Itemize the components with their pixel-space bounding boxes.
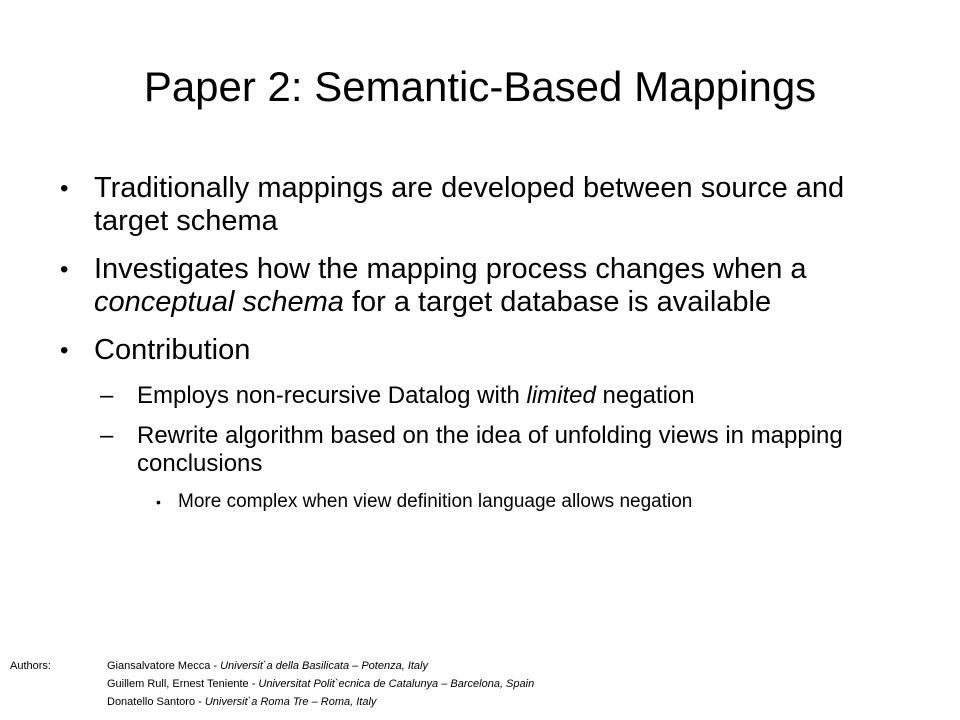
bullet-icon: • [60, 175, 69, 202]
sub-sub-bullet-text: More complex when view definition language allows negation [178, 491, 693, 512]
authors-label: Authors: [10, 660, 51, 672]
bullet-text-emphasis: conceptual schema [94, 286, 344, 318]
author-line [107, 693, 807, 711]
bullet-item [60, 172, 920, 238]
dash-icon: – [100, 382, 114, 409]
slide-title: Paper 2: Semantic-Based Mappings [143, 63, 817, 110]
bullet-list [60, 172, 920, 524]
bullet-text-post: for a target database is available [343, 286, 772, 318]
author-name: Guillem Rull, Ernest Teniente - [107, 678, 259, 690]
sub-sub-bullet-item [60, 490, 920, 514]
author-name: Giansalvatore Mecca - [107, 660, 221, 672]
bullet-item [60, 253, 920, 319]
author-name: Donatello Santoro - [107, 696, 205, 708]
author-line [107, 657, 807, 675]
author-affiliation: Universit`a della Basilicata – Potenza, Italy [220, 660, 428, 672]
bullet-icon: • [60, 256, 69, 283]
sub-bullet-text-pre: Employs non-recursive Datalog with [137, 382, 527, 409]
sub-bullet-item [60, 382, 920, 410]
bullet-text-pre: Investigates how the mapping process changes when a [94, 253, 807, 285]
sub-bullet-text-post: negation [595, 382, 695, 409]
dash-icon: – [100, 422, 114, 449]
bullet-text: Traditionally mappings are developed between source and target schema [94, 172, 845, 237]
author-affiliation: Universit`a Roma Tre – Roma, Italy [204, 696, 377, 708]
sub-bullet-item [60, 422, 920, 478]
authors-list [107, 657, 807, 711]
author-affiliation: Universitat Polit`ecnica de Catalunya – Barcelona, Spain [258, 678, 535, 690]
sub-bullet-text-emphasis: limited [526, 382, 596, 409]
sub-bullet-text: Rewrite algorithm based on the idea of unfolding views in mapping conclusions [137, 422, 843, 477]
bullet-icon: • [156, 494, 161, 510]
bullet-text: Contribution [94, 334, 251, 366]
author-line [107, 675, 807, 693]
bullet-icon: • [60, 337, 69, 364]
bullet-item [60, 334, 920, 367]
